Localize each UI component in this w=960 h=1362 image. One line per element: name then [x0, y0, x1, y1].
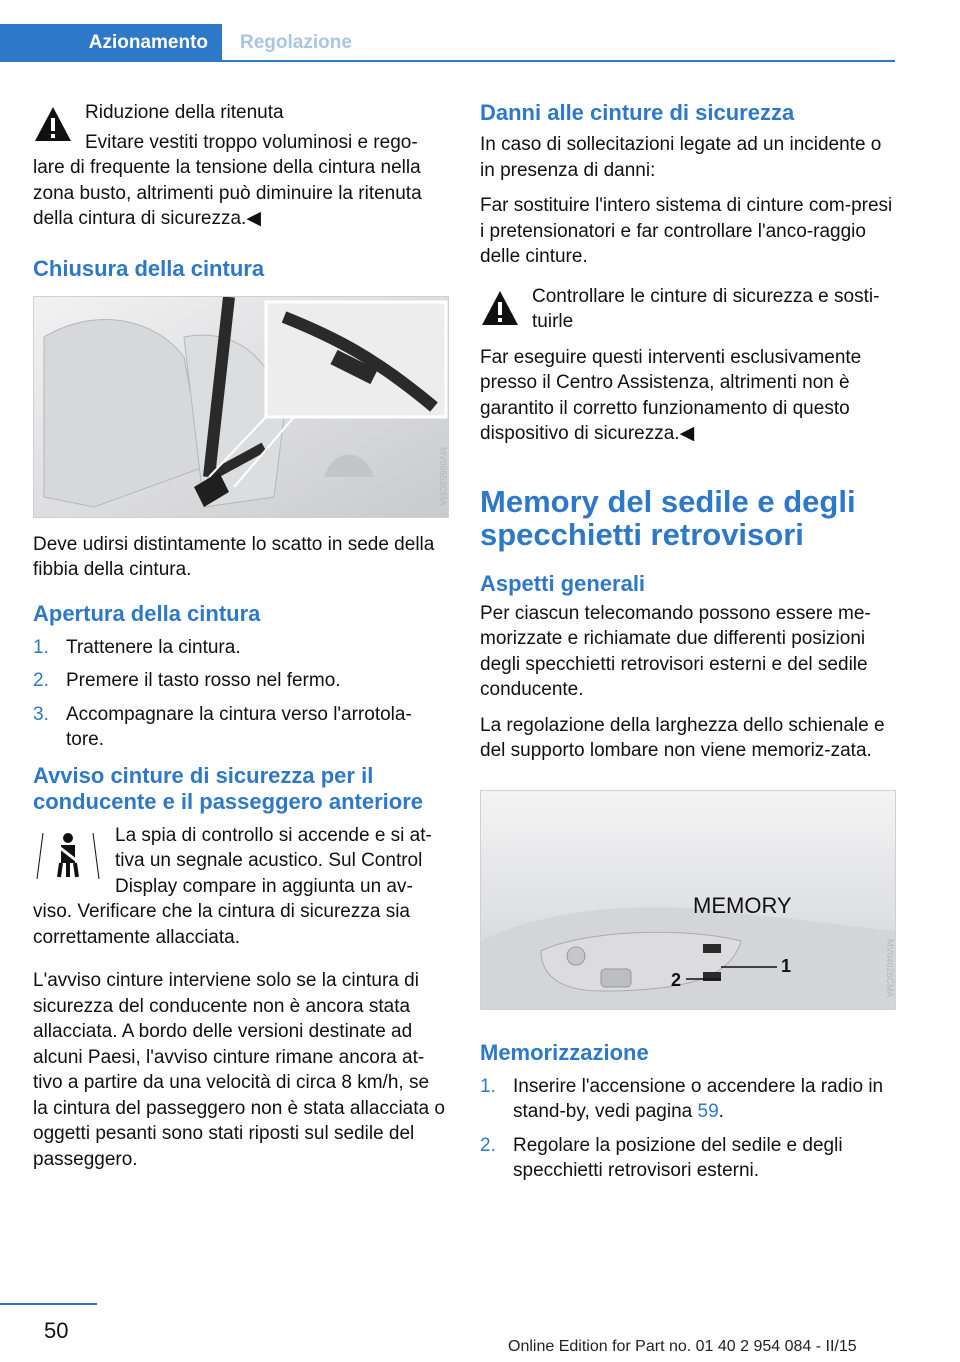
warning-triangle-icon — [33, 104, 73, 144]
right-column — [480, 100, 896, 1192]
paragraph-spia: La spia di controllo si accende e si at-tiva un segnale acustico. Sul Control Display compare in aggiunta un av-viso. Verificare che la cintura di sicurezza sia correttamente allacciata. — [33, 824, 432, 948]
heading-memorizzazione: Memorizzazione — [480, 1039, 649, 1065]
callout-1: 1 — [781, 955, 792, 976]
paragraph-danni-2: Far sostituire l'intero sistema di cinture com-presi i pretensionatori e far controllare l'anco-raggio delle cinture. — [480, 195, 893, 267]
page-link-59[interactable]: 59 — [697, 1101, 719, 1122]
left-column — [33, 100, 449, 1182]
heading-memory: Memory del sedile e degli specchietti retrovisori — [480, 483, 856, 552]
seatbelt-warning-icon — [33, 829, 103, 881]
heading-danni: Danni alle cinture di sicurezza — [480, 100, 795, 125]
heading-avviso-cinture: Avviso cinture di sicurezza per il conducente e il passeggero anteriore — [33, 762, 424, 814]
list-item: 1. Trattenere la cintura. — [33, 636, 241, 658]
paragraph-avviso: L'avviso cinture interviene solo se la cintura di sicurezza del conducente non è ancora stata allacciata. A bordo delle versioni destinate ad alcuni Paesi, l'avviso cinture rimane ancora at-tivo a partire da una velocità di circa 8 km/h, se la cintura del passeggero non è stata allacciata o oggetti pesanti sono stati riposti sul sedile del passeggero. — [33, 970, 445, 1170]
image-code: MV05653CMA — [438, 446, 448, 506]
warning-body: Evitare vestiti troppo voluminosi e rego-lare di frequente la tensione della cintura nella zona busto, altrimenti può diminuire la ritenuta della cintura di sicurezza.◀ — [33, 131, 422, 229]
memory-label: MEMORY — [693, 892, 792, 918]
list-item: 2. Regolare la posizione del sedile e degli specchietti retrovisori esterni. — [480, 1134, 843, 1181]
seatbelt-illustration — [34, 297, 449, 518]
list-item: 2. Premere il tasto rosso nel fermo. — [33, 670, 341, 691]
footer-divider — [0, 1303, 97, 1305]
warning-box-ritenuta — [33, 100, 449, 232]
tab-azionamento[interactable]: Azionamento — [0, 24, 222, 62]
paragraph-aspetti-2: La regolazione della larghezza dello schienale e del supporto lombare non viene memoriz-zata. — [480, 714, 885, 761]
list-item: 1. Inserire l'accensione o accendere la radio in stand-by, vedi pagina 59. — [480, 1075, 884, 1122]
steps-list-memorizzazione — [480, 1074, 896, 1184]
paragraph-aspetti-1: Per ciascun telecomando possono essere me-morizzate e richiamate due differenti posizioni degli specchietti retrovisori esterni e del sedile conducente. — [480, 602, 871, 700]
seatbelt-buckle-image — [33, 296, 449, 518]
warning-body: Controllare le cinture di sicurezza e sosti-tuirle — [532, 285, 880, 332]
memory-button-image — [480, 790, 896, 1010]
callout-2: 2 — [671, 969, 682, 990]
online-edition-note: Online Edition for Part no. 01 40 2 954 084 - II/15 — [508, 1338, 857, 1355]
memory-panel-illustration — [481, 791, 896, 1010]
tab-regolazione[interactable]: Regolazione — [240, 32, 352, 53]
heading-aspetti: Aspetti generali — [480, 570, 646, 596]
heading-chiusura: Chiusura della cintura — [33, 255, 265, 281]
paragraph-danni-3: Far eseguire questi interventi esclusivamente presso il Centro Assistenza, altrimenti non è garantito il corretto funzionamento di questo dispositivo di sicurezza.◀ — [480, 346, 862, 444]
paragraph-scatto: Deve udirsi distintamente lo scatto in sede della fibbia della cintura. — [33, 533, 435, 580]
steps-list-apertura — [33, 635, 449, 753]
list-item: 3. Accompagnare la cintura verso l'arrotola-tore. — [33, 703, 412, 750]
header-divider — [0, 60, 895, 62]
warning-triangle-icon — [480, 288, 520, 328]
belt-warning-box — [33, 823, 449, 951]
warning-box-cinture — [480, 284, 896, 345]
header-bar — [0, 0, 960, 62]
paragraph-danni-1: In caso di sollecitazioni legate ad un incidente o in presenza di danni: — [480, 134, 882, 181]
warning-title: Riduzione della ritenuta — [85, 102, 284, 123]
heading-apertura: Apertura della cintura — [33, 600, 261, 626]
image-code: MV04026CMA — [885, 938, 895, 998]
page-number: 50 — [44, 1318, 69, 1343]
